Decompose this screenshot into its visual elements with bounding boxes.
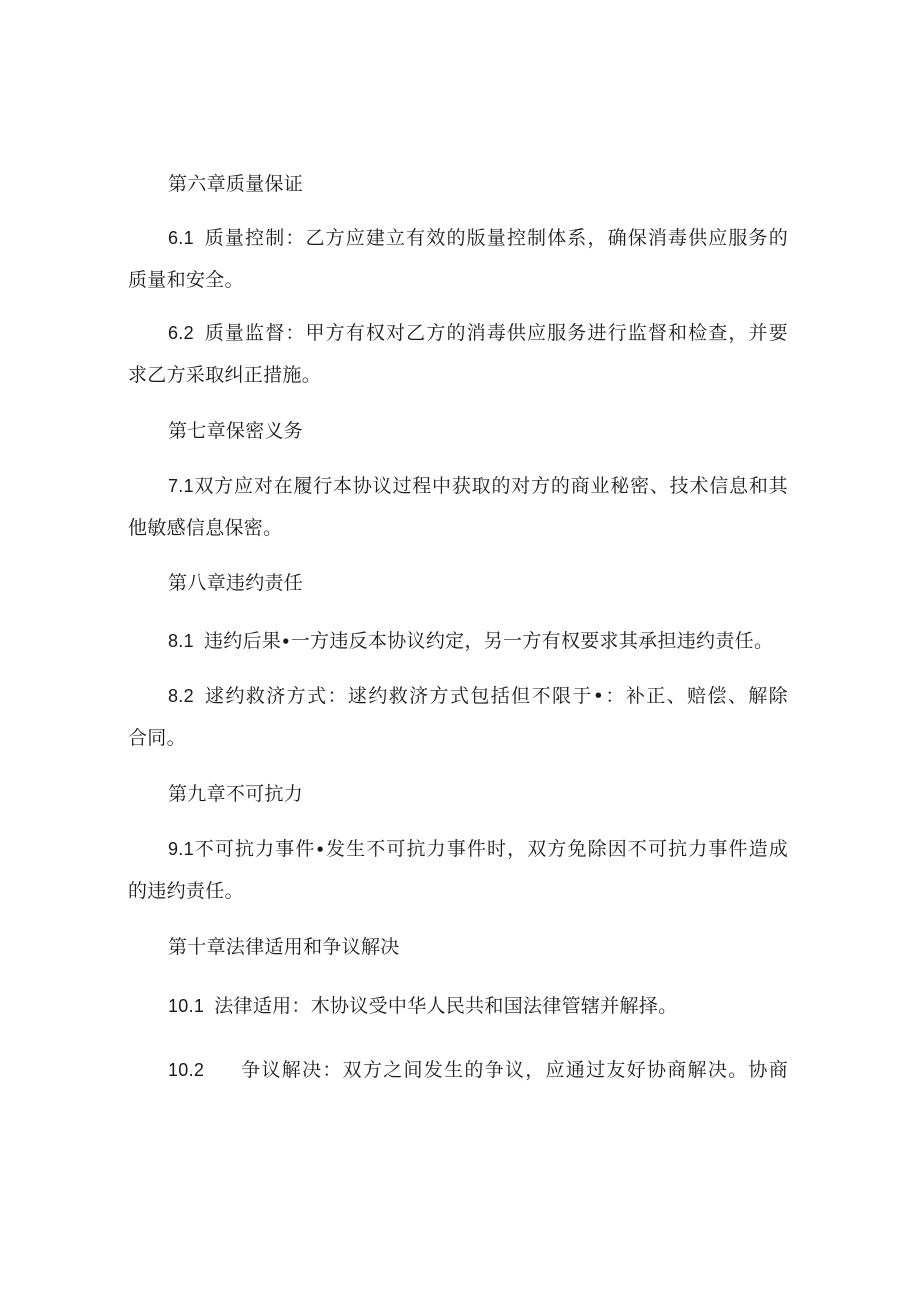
clause-number-7-1: 7.1 (168, 476, 194, 496)
clause-number-8-2: 8.2 (168, 686, 194, 706)
chapter-heading-6: 第六章质量保证 (168, 173, 304, 195)
clause-8-2-line-1: 8.2 逑约救济方式：逑约救济方式包括但不限于•：补正、赔偿、解除 (168, 685, 788, 707)
clause-7-1-line-2: 他敏感信息保密。 (128, 517, 283, 539)
chapter-heading-8: 第八章违约责任 (168, 572, 304, 594)
clause-number-6-1: 6.1 (168, 228, 194, 248)
clause-9-1-line-1: 9.1不可抗力事件∙发生不可抗力事件时，双方免除因不可抗力事件造成 (168, 838, 788, 860)
clause-8-2-line-2: 合同。 (128, 727, 186, 749)
clause-10-1-line-1: 10.1 法律适用：木协议受中华人民共和国法律管辖并解择。 (168, 995, 678, 1017)
clause-number-9-1: 9.1 (168, 839, 194, 859)
clause-number-10-1: 10.1 (168, 996, 205, 1016)
chapter-heading-10: 第十章法律适用和争议解决 (168, 936, 400, 958)
clause-10-2-line-1: 10.2 争议解决：双方之间发生的争议，应通过友好协商解决。协商 (168, 1059, 788, 1081)
clause-number-8-1: 8.1 (168, 631, 194, 651)
clause-7-1-line-1: 7.1双方应对在履行本协议过程中获取的对方的商业秘密、技术信息和其 (168, 475, 788, 497)
clause-6-2-line-2: 求乙方采取纠正措施。 (128, 364, 322, 386)
chapter-heading-9: 第九章不可抗力 (168, 783, 304, 805)
clause-6-1-line-2: 质量和安全。 (128, 269, 244, 291)
clause-9-1-line-2: 的违约责任。 (128, 880, 244, 902)
chapter-heading-7: 第七章保密义务 (168, 420, 304, 442)
clause-number-6-2: 6.2 (168, 323, 194, 343)
clause-8-1-line-1: 8.1 违约后果∙一方违反本协议约定，另一方有权要求其承担违约责任。 (168, 630, 774, 652)
clause-6-1-line-1: 6.1 质量控制：乙方应建立有效的版量控制体系，确保消毒供应服务的 (168, 227, 788, 249)
clause-6-2-line-1: 6.2 质量监督：甲方有权对乙方的消毒供应服务进行监督和检查，并要 (168, 322, 788, 344)
clause-number-10-2: 10.2 (168, 1060, 205, 1080)
